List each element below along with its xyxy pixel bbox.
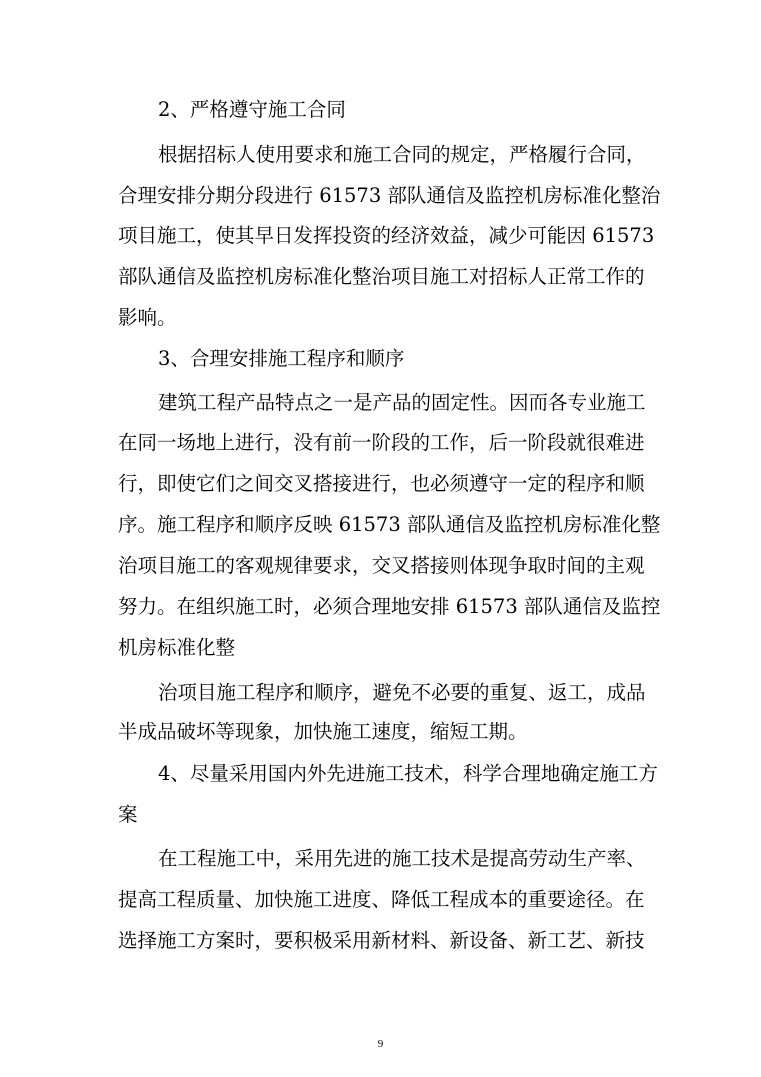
paragraph-line: 根据招标人使用要求和施工合同的规定，严格履行合同， <box>158 143 646 166</box>
paragraph-line: 半成品破坏等现象，加快施工速度，缩短工期。 <box>118 720 528 743</box>
paragraph-line: 影响。 <box>118 306 177 329</box>
section-4-heading: 4、尽量采用国内外先进施工技术，科学合理地确定施工方 <box>158 762 658 785</box>
paragraph-line: 提高工程质量、加快施工进度、降低工程成本的重要途径。在 <box>118 888 645 911</box>
paragraph-line: 选择施工方案时，要积极采用新材料、新设备、新工艺、新技 <box>118 929 645 952</box>
paragraph-line: 在同一场地上进行，没有前一阶段的工作，后一阶段就很难进 <box>118 431 645 454</box>
section-4-heading-continued: 案 <box>118 803 138 826</box>
section-3-heading: 3、合理安排施工程序和顺序 <box>158 347 405 370</box>
paragraph-line: 努力。在组织施工时，必须合理地安排 61573 部队通信及监控 <box>118 595 661 618</box>
paragraph-line: 治项目施工程序和顺序，避免不必要的重复、返工，成品 <box>158 681 646 704</box>
page-number: 9 <box>377 1038 384 1050</box>
paragraph-line: 行，即使它们之间交叉搭接进行，也必须遵守一定的程序和顺 <box>118 472 645 495</box>
paragraph-line: 建筑工程产品特点之一是产品的固定性。因而各专业施工 <box>158 391 646 414</box>
paragraph-line: 治项目施工的客观规律要求，交叉搭接则体现争取时间的主观 <box>118 554 645 577</box>
section-2-heading: 2、严格遵守施工合同 <box>158 98 346 121</box>
paragraph-line: 序。施工程序和顺序反映 61573 部队通信及监控机房标准化整 <box>118 513 661 536</box>
paragraph-line: 机房标准化整 <box>118 636 236 659</box>
paragraph-line: 在工程施工中，采用先进的施工技术是提高劳动生产率、 <box>158 847 646 870</box>
paragraph-line: 合理安排分期分段进行 61573 部队通信及监控机房标准化整治 <box>118 184 661 207</box>
paragraph-line: 项目施工，使其早日发挥投资的经济效益，减少可能因 61573 <box>118 224 655 247</box>
paragraph-line: 部队通信及监控机房标准化整治项目施工对招标人正常工作的 <box>118 265 645 288</box>
